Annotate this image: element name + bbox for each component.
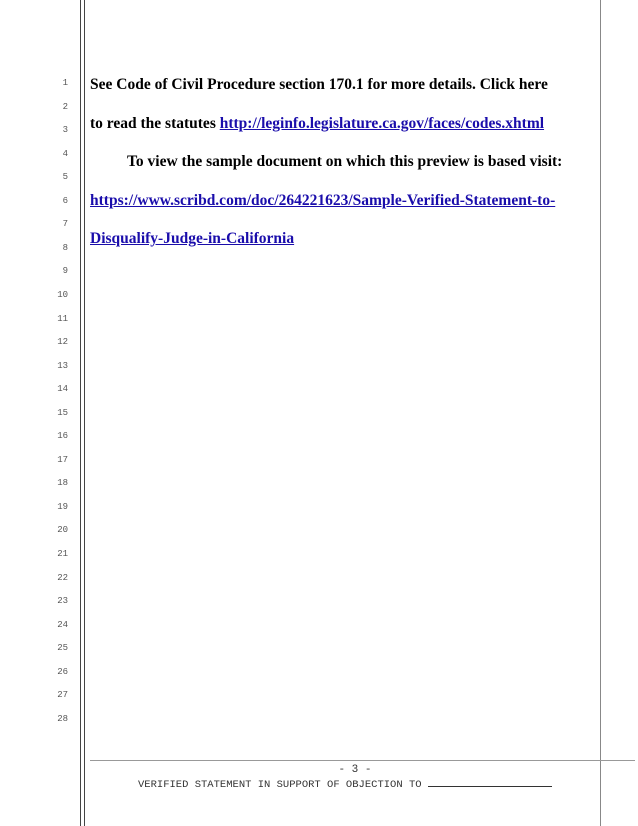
- line-number: 2: [62, 101, 68, 112]
- line-number: 5: [62, 172, 68, 183]
- body-line-4: [90, 192, 555, 210]
- line-number: 14: [57, 384, 68, 395]
- line-number: 26: [57, 666, 68, 677]
- line-number: 3: [62, 125, 68, 136]
- margin-rule-left-inner: [84, 0, 85, 826]
- footer-title-text: VERIFIED STATEMENT IN SUPPORT OF OBJECTION TO: [138, 779, 428, 791]
- line-number: 7: [62, 219, 68, 230]
- body-line-5: [90, 230, 294, 248]
- line-number: 28: [57, 713, 68, 724]
- line-number: 1: [62, 78, 68, 88]
- sample-document-link-continued[interactable]: Disqualify-Judge-in-California: [90, 230, 295, 247]
- page-number: - 3 -: [338, 764, 372, 776]
- sample-document-link[interactable]: https://www.scribd.com/doc/264221623/Sample-Verified-Statement-to-: [90, 192, 556, 209]
- body-line-3: To view the sample document on which this preview is based visit:: [127, 153, 563, 170]
- body-line-1: See Code of Civil Procedure section 170.1 for more details. Click here: [90, 76, 548, 93]
- line-number: 24: [57, 619, 68, 630]
- line-number: 17: [57, 454, 68, 465]
- statutes-link[interactable]: http://leginfo.legislature.ca.gov/faces/codes.xhtml: [219, 115, 545, 132]
- footer-title: [138, 777, 552, 791]
- line-number: 21: [57, 549, 68, 559]
- footer-rule: [90, 760, 635, 761]
- line-number: 4: [62, 148, 68, 159]
- margin-rule-right: [600, 0, 601, 826]
- line-number: 22: [57, 572, 68, 583]
- line-number: 20: [57, 525, 68, 536]
- footer-title-blank: [428, 777, 552, 787]
- line-number: 25: [57, 643, 68, 654]
- line-number: 18: [57, 478, 68, 489]
- body-line-2-text: to read the statutes: [90, 115, 220, 132]
- line-number: 16: [57, 431, 68, 442]
- line-number: 10: [57, 289, 68, 300]
- line-number: 12: [57, 337, 68, 348]
- line-number: 6: [62, 195, 68, 206]
- line-number: 8: [62, 242, 68, 253]
- line-number: 27: [57, 690, 68, 701]
- line-number: 9: [62, 266, 68, 277]
- body-line-2: [90, 115, 544, 133]
- line-number: 13: [57, 360, 68, 371]
- line-number: 11: [57, 313, 68, 324]
- line-number: 15: [57, 407, 68, 418]
- line-number: 19: [57, 501, 68, 512]
- line-number: 23: [57, 596, 68, 607]
- margin-rule-left-outer: [80, 0, 81, 826]
